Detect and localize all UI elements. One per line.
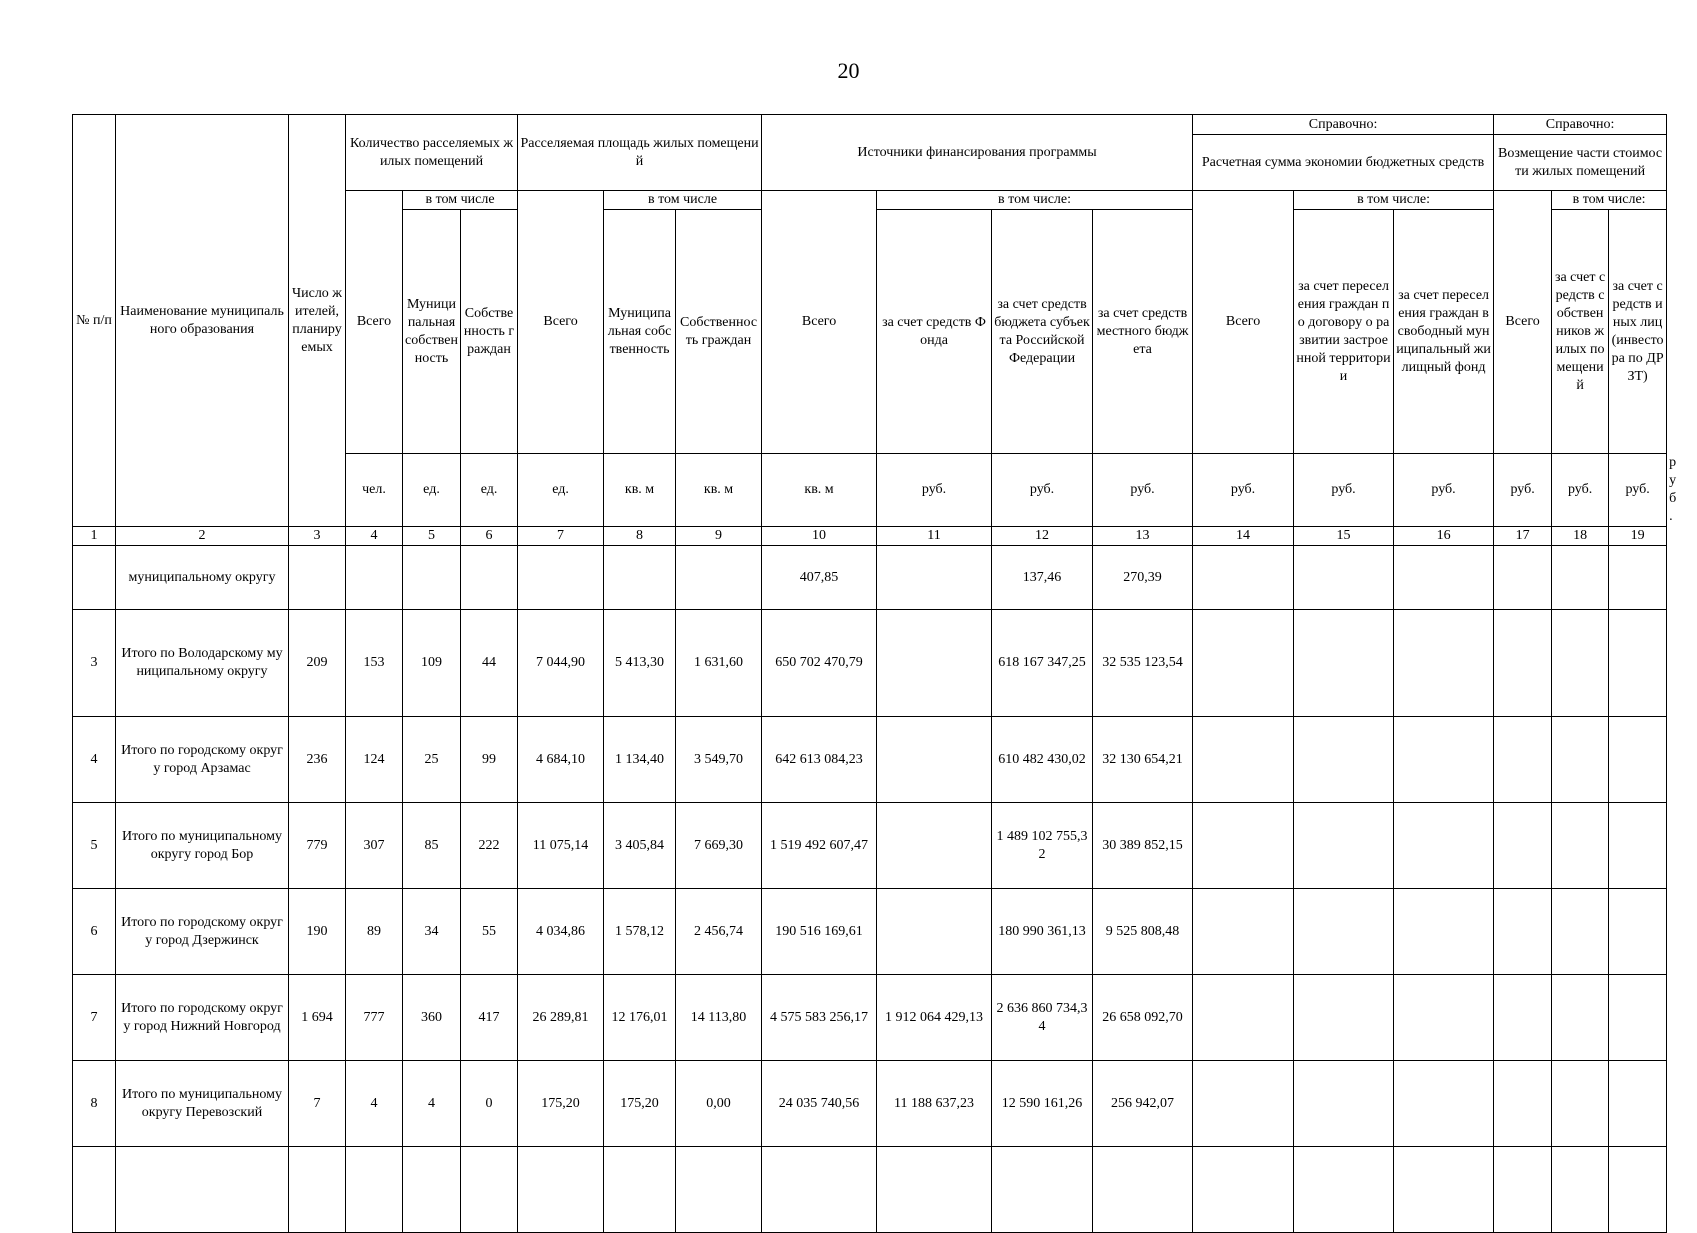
header-finance-local-budget: за счет средств местного бюджета (1093, 210, 1193, 454)
row-area-municipal: 3 405,84 (604, 803, 676, 889)
row-compensation-others (1609, 803, 1667, 889)
unit-cell: руб. (992, 454, 1093, 527)
row-compensation-total (1494, 803, 1552, 889)
row-finance-local: 32 130 654,21 (1093, 717, 1193, 803)
column-number: 10 (762, 527, 877, 546)
row-qty-municipal (403, 546, 461, 610)
row-finance-local (1093, 1147, 1193, 1233)
header-residents: Число жителей, планируемых (289, 115, 346, 527)
row-finance-fund (877, 546, 992, 610)
row-qty-municipal: 109 (403, 610, 461, 717)
column-number: 17 (1494, 527, 1552, 546)
header-finance-including: в том числе: (877, 191, 1193, 210)
row-economy-development (1294, 717, 1394, 803)
row-compensation-total (1494, 1061, 1552, 1147)
row-economy-free-fund (1394, 1147, 1494, 1233)
header-municipality: Наименование муниципального образования (116, 115, 289, 527)
row-economy-free-fund (1394, 975, 1494, 1061)
row-compensation-others (1609, 610, 1667, 717)
row-compensation-others (1609, 975, 1667, 1061)
row-finance-fund (877, 889, 992, 975)
header-compensation-total: Всего (1494, 191, 1552, 454)
header-area-municipal: Муниципальная собственность (604, 210, 676, 454)
row-economy-free-fund (1394, 1061, 1494, 1147)
row-number: 4 (73, 717, 116, 803)
column-number: 14 (1193, 527, 1294, 546)
column-number: 11 (877, 527, 992, 546)
unit-cell: чел. (346, 454, 403, 527)
column-number: 3 (289, 527, 346, 546)
row-number: 6 (73, 889, 116, 975)
row-finance-local: 256 942,07 (1093, 1061, 1193, 1147)
units-row: чел. ед. ед. ед. кв. м кв. м кв. м руб. руб. руб. руб. руб. руб. руб. руб. руб. руб. (73, 454, 1667, 527)
row-economy-total (1193, 1147, 1294, 1233)
row-people: 1 694 (289, 975, 346, 1061)
row-area: 175,20 (518, 1061, 604, 1147)
row-compensation-owners (1552, 1061, 1609, 1147)
column-number: 19 (1609, 527, 1667, 546)
row-economy-free-fund (1394, 546, 1494, 610)
row-finance-local: 30 389 852,15 (1093, 803, 1193, 889)
unit-cell: кв. м (762, 454, 877, 527)
row-area-municipal: 12 176,01 (604, 975, 676, 1061)
row-finance-subject: 610 482 430,02 (992, 717, 1093, 803)
row-qty-citizens: 99 (461, 717, 518, 803)
header-number: № п/п (73, 115, 116, 527)
row-area (518, 546, 604, 610)
column-number: 5 (403, 527, 461, 546)
header-qty-citizens: Собственность граждан (461, 210, 518, 454)
row-people: 236 (289, 717, 346, 803)
row-people (289, 1147, 346, 1233)
table-row (73, 889, 1667, 975)
column-number: 15 (1294, 527, 1394, 546)
header-compensation-including: в том числе: (1552, 191, 1667, 210)
row-compensation-others (1609, 717, 1667, 803)
header-finance-fund: за счет средств Фонда (877, 210, 992, 454)
unit-cell: руб. (1294, 454, 1394, 527)
row-finance-local: 32 535 123,54 (1093, 610, 1193, 717)
unit-cell: ед. (518, 454, 604, 527)
header-compensation-owners: за счет средств собственников жилых помещений (1552, 210, 1609, 454)
header-economy-free-fund: за счет переселения граждан в свободный муниципальный жилищный фонд (1394, 210, 1494, 454)
row-compensation-owners (1552, 803, 1609, 889)
page-number: 20 (837, 58, 860, 83)
unit-cell: руб. (1609, 454, 1667, 527)
row-area: 4 034,86 (518, 889, 604, 975)
header-compensation-others: за счет средств иных лиц (инвестора по ДРЗТ) (1609, 210, 1667, 454)
row-area-citizens: 0,00 (676, 1061, 762, 1147)
row-people: 209 (289, 610, 346, 717)
row-economy-total (1193, 889, 1294, 975)
row-economy-total (1193, 717, 1294, 803)
row-economy-development (1294, 610, 1394, 717)
row-qty-citizens (461, 546, 518, 610)
row-area-citizens (676, 546, 762, 610)
unit-cell: ед. (461, 454, 518, 527)
row-area: 26 289,81 (518, 975, 604, 1061)
row-economy-development (1294, 1061, 1394, 1147)
row-qty (346, 1147, 403, 1233)
row-people: 779 (289, 803, 346, 889)
row-municipality: Итого по Володарскому муниципальному округу (116, 610, 289, 717)
header-reference-2: Справочно: (1494, 115, 1667, 135)
row-qty (346, 546, 403, 610)
header-economy-including: в том числе: (1294, 191, 1494, 210)
row-economy-free-fund (1394, 889, 1494, 975)
row-finance-fund: 11 188 637,23 (877, 1061, 992, 1147)
row-economy-total (1193, 803, 1294, 889)
row-municipality: Итого по городскому округу город Нижний Новгород (116, 975, 289, 1061)
row-finance-fund (877, 1147, 992, 1233)
row-area-citizens: 1 631,60 (676, 610, 762, 717)
row-qty-citizens: 417 (461, 975, 518, 1061)
column-number: 12 (992, 527, 1093, 546)
unit-cell: кв. м (676, 454, 762, 527)
row-qty-citizens: 44 (461, 610, 518, 717)
row-area-municipal: 1 578,12 (604, 889, 676, 975)
row-qty-citizens: 55 (461, 889, 518, 975)
row-finance-total: 24 035 740,56 (762, 1061, 877, 1147)
row-finance-local: 270,39 (1093, 546, 1193, 610)
row-economy-free-fund (1394, 717, 1494, 803)
row-qty-citizens: 222 (461, 803, 518, 889)
table-row (73, 610, 1667, 717)
row-qty: 153 (346, 610, 403, 717)
header-qty-including: в том числе (403, 191, 518, 210)
column-number: 2 (116, 527, 289, 546)
header-finance-total: Всего (762, 191, 877, 454)
row-compensation-total (1494, 1147, 1552, 1233)
unit-cell: руб. (1552, 454, 1609, 527)
column-number: 8 (604, 527, 676, 546)
row-number (73, 546, 116, 610)
row-number: 8 (73, 1061, 116, 1147)
row-compensation-others (1609, 889, 1667, 975)
row-compensation-others (1609, 546, 1667, 610)
table-row (73, 975, 1667, 1061)
header-finance-group: Источники финансирования программы (762, 115, 1193, 191)
row-area-municipal: 1 134,40 (604, 717, 676, 803)
row-qty-municipal: 85 (403, 803, 461, 889)
row-area-citizens: 2 456,74 (676, 889, 762, 975)
row-compensation-total (1494, 975, 1552, 1061)
row-municipality: Итого по городскому округу город Арзамас (116, 717, 289, 803)
column-number: 18 (1552, 527, 1609, 546)
row-compensation-others (1609, 1147, 1667, 1233)
header-qty-group: Количество расселяемых жилых помещений (346, 115, 518, 191)
row-finance-subject: 12 590 161,26 (992, 1061, 1093, 1147)
row-finance-fund (877, 803, 992, 889)
header-compensation-group: Возмещение части стоимости жилых помещений (1494, 135, 1667, 191)
row-qty: 124 (346, 717, 403, 803)
header-area-group: Расселяемая площадь жилых помещений (518, 115, 762, 191)
table-row (73, 717, 1667, 803)
row-compensation-owners (1552, 717, 1609, 803)
row-qty: 4 (346, 1061, 403, 1147)
row-municipality: муниципальному округу (116, 546, 289, 610)
row-finance-total: 1 519 492 607,47 (762, 803, 877, 889)
row-compensation-total (1494, 546, 1552, 610)
row-compensation-total (1494, 610, 1552, 717)
row-finance-total: 4 575 583 256,17 (762, 975, 877, 1061)
row-qty-municipal: 34 (403, 889, 461, 975)
column-number: 6 (461, 527, 518, 546)
row-area-citizens: 3 549,70 (676, 717, 762, 803)
row-qty-citizens (461, 1147, 518, 1233)
column-number: 7 (518, 527, 604, 546)
row-compensation-owners (1552, 610, 1609, 717)
row-finance-fund: 1 912 064 429,13 (877, 975, 992, 1061)
row-area-citizens: 7 669,30 (676, 803, 762, 889)
row-finance-total: 190 516 169,61 (762, 889, 877, 975)
row-qty-municipal: 360 (403, 975, 461, 1061)
row-area-municipal: 175,20 (604, 1061, 676, 1147)
column-number: 13 (1093, 527, 1193, 546)
row-economy-development (1294, 889, 1394, 975)
table-row (73, 546, 1667, 610)
header-finance-subject-budget: за счет средств бюджета субъекта Российской Федерации (992, 210, 1093, 454)
row-economy-total (1193, 610, 1294, 717)
row-area: 7 044,90 (518, 610, 604, 717)
row-municipality: Итого по городскому округу город Дзержинск (116, 889, 289, 975)
row-area-municipal: 5 413,30 (604, 610, 676, 717)
row-finance-total: 642 613 084,23 (762, 717, 877, 803)
row-finance-subject: 618 167 347,25 (992, 610, 1093, 717)
row-economy-total (1193, 975, 1294, 1061)
row-number: 5 (73, 803, 116, 889)
row-area: 4 684,10 (518, 717, 604, 803)
header-qty-municipal: Муниципальная собственность (403, 210, 461, 454)
row-finance-fund (877, 610, 992, 717)
table-row (73, 1061, 1667, 1147)
row-economy-development (1294, 546, 1394, 610)
row-finance-subject: 2 636 860 734,34 (992, 975, 1093, 1061)
header-reference-1: Справочно: (1193, 115, 1494, 135)
row-finance-local: 26 658 092,70 (1093, 975, 1193, 1061)
row-qty-citizens: 0 (461, 1061, 518, 1147)
unit-cell: кв. м (604, 454, 676, 527)
row-municipality: Итого по муниципальному округу Перевозский (116, 1061, 289, 1147)
resettlement-table (72, 114, 1677, 1233)
header-row-1 (73, 115, 1667, 135)
row-area-municipal (604, 1147, 676, 1233)
header-area-including: в том числе (604, 191, 762, 210)
unit-cell: руб. (1494, 454, 1552, 527)
header-area-citizens: Собственность граждан (676, 210, 762, 454)
row-economy-development (1294, 1147, 1394, 1233)
row-municipality: Итого по муниципальному округу город Бор (116, 803, 289, 889)
row-economy-free-fund (1394, 610, 1494, 717)
column-number: 9 (676, 527, 762, 546)
row-economy-total (1193, 546, 1294, 610)
row-finance-local: 9 525 808,48 (1093, 889, 1193, 975)
header-economy-total: Всего (1193, 191, 1294, 454)
column-number: 1 (73, 527, 116, 546)
column-numbers-row (73, 527, 1667, 546)
unit-cell: руб. (1193, 454, 1294, 527)
row-finance-total (762, 1147, 877, 1233)
row-economy-development (1294, 803, 1394, 889)
row-compensation-total (1494, 717, 1552, 803)
row-number: 3 (73, 610, 116, 717)
row-compensation-total (1494, 889, 1552, 975)
row-finance-fund (877, 717, 992, 803)
table-row (73, 803, 1667, 889)
row-compensation-owners (1552, 1147, 1609, 1233)
row-number: 7 (73, 975, 116, 1061)
row-economy-total (1193, 1061, 1294, 1147)
row-finance-total: 407,85 (762, 546, 877, 610)
row-area-citizens: 14 113,80 (676, 975, 762, 1061)
unit-cell: руб. (1394, 454, 1494, 527)
row-area: 11 075,14 (518, 803, 604, 889)
row-finance-subject: 137,46 (992, 546, 1093, 610)
table-row (73, 1147, 1667, 1233)
row-economy-free-fund (1394, 803, 1494, 889)
row-qty: 89 (346, 889, 403, 975)
row-finance-total: 650 702 470,79 (762, 610, 877, 717)
row-people: 190 (289, 889, 346, 975)
column-number: 16 (1394, 527, 1494, 546)
row-finance-subject: 180 990 361,13 (992, 889, 1093, 975)
row-qty-municipal (403, 1147, 461, 1233)
row-number (73, 1147, 116, 1233)
row-area-municipal (604, 546, 676, 610)
header-economy-group: Расчетная сумма экономии бюджетных средств (1193, 135, 1494, 191)
column-number: 4 (346, 527, 403, 546)
row-qty-municipal: 25 (403, 717, 461, 803)
row-qty: 307 (346, 803, 403, 889)
row-qty-municipal: 4 (403, 1061, 461, 1147)
row-compensation-owners (1552, 546, 1609, 610)
row-people: 7 (289, 1061, 346, 1147)
row-qty: 777 (346, 975, 403, 1061)
unit-cell: ед. (403, 454, 461, 527)
row-economy-development (1294, 975, 1394, 1061)
row-finance-subject (992, 1147, 1093, 1233)
header-economy-development: за счет переселения граждан по договору о развитии застроенной территории (1294, 210, 1394, 454)
header-qty-total: Всего (346, 191, 403, 454)
row-people (289, 546, 346, 610)
row-compensation-others (1609, 1061, 1667, 1147)
row-compensation-owners (1552, 889, 1609, 975)
header-area-total: Всего (518, 191, 604, 454)
row-finance-subject: 1 489 102 755,32 (992, 803, 1093, 889)
row-area-citizens (676, 1147, 762, 1233)
unit-cell: руб. (877, 454, 992, 527)
row-municipality (116, 1147, 289, 1233)
row-compensation-owners (1552, 975, 1609, 1061)
row-area (518, 1147, 604, 1233)
unit-cell: руб. (1093, 454, 1193, 527)
